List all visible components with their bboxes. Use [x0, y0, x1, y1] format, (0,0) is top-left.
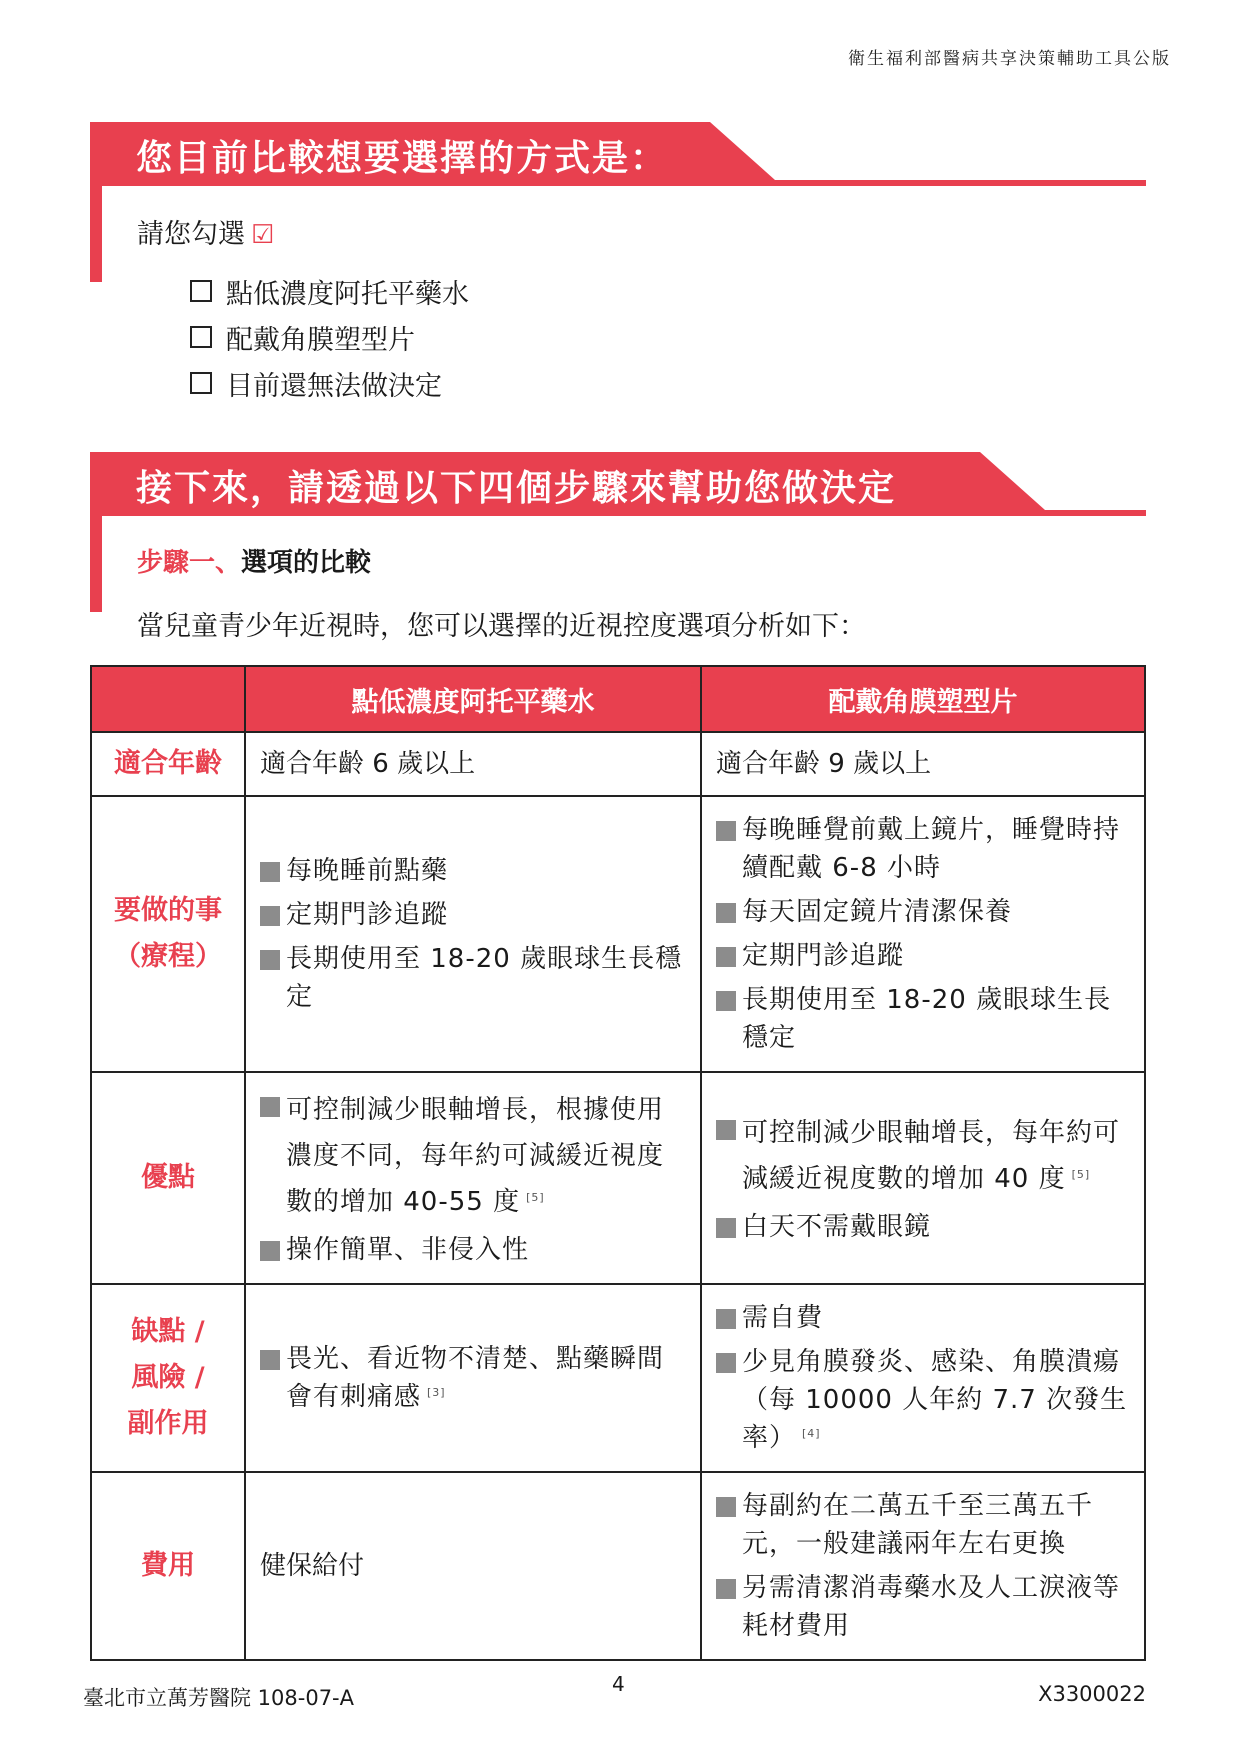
list-item	[716, 1343, 1134, 1457]
bullet-square-icon	[716, 1218, 736, 1238]
row-label-line: 風險 /	[131, 1362, 205, 1393]
list-item: 長期使用至 18-20 歲眼球生長穩定	[260, 940, 690, 1016]
comparison-table	[90, 665, 1146, 1661]
row-label-cons	[91, 1284, 245, 1472]
bullet-square-icon	[716, 1120, 736, 1140]
step-title	[137, 542, 371, 579]
option-atropine[interactable]	[190, 268, 469, 314]
header-note: 衛生福利部醫病共享決策輔助工具公版	[848, 49, 1171, 69]
check-prompt-text: 請您勾選	[137, 219, 245, 250]
section1-title: 您目前比較想要選擇的方式是：	[136, 138, 669, 179]
option-undecided[interactable]	[190, 360, 469, 406]
bullet-square-icon	[716, 1309, 736, 1329]
list-item: 定期門診追蹤	[716, 937, 1134, 975]
bullet-square-icon	[716, 903, 736, 923]
row-pros	[91, 1072, 1145, 1284]
cell-cost-ortho-k	[701, 1472, 1145, 1660]
bullet-square-icon	[716, 991, 736, 1011]
list-item: 長期使用至 18-20 歲眼球生長穩定	[716, 981, 1134, 1057]
checkbox-icon[interactable]	[190, 372, 212, 394]
check-prompt	[137, 212, 274, 251]
list-item: 每晚睡覺前戴上鏡片，睡覺時持續配戴 6-8 小時	[716, 811, 1134, 887]
reference-mark: [5]	[1071, 1168, 1091, 1181]
cell-pros-ortho-k	[701, 1072, 1145, 1284]
bullet-square-icon	[716, 947, 736, 967]
cell-cost-atropine: 健保給付	[245, 1472, 701, 1660]
cell-todo-atropine	[245, 796, 701, 1072]
checkmark-icon: ☑	[251, 220, 275, 250]
cell-pros-atropine	[245, 1072, 701, 1284]
header-col-atropine: 點低濃度阿托平藥水	[245, 666, 701, 732]
cell-cons-atropine	[245, 1284, 701, 1472]
bullet-square-icon	[716, 821, 736, 841]
reference-mark: [5]	[526, 1191, 545, 1204]
row-label-line: 缺點 /	[131, 1316, 205, 1347]
row-label-cost: 費用	[91, 1472, 245, 1660]
cell-cons-ortho-k	[701, 1284, 1145, 1472]
cons-text: 畏光、看近物不清楚、點藥瞬間會有刺痛感	[286, 1344, 665, 1412]
row-label-line: 副作用	[127, 1408, 209, 1439]
bullet-square-icon	[260, 906, 280, 926]
header-corner	[91, 666, 245, 732]
list-item: 另需清潔消毒藥水及人工淚液等耗材費用	[716, 1569, 1134, 1645]
row-label-line: 要做的事	[114, 895, 222, 926]
table-header-row	[91, 666, 1145, 732]
step-label: 步驟一、	[137, 548, 242, 578]
option-label: 目前還無法做決定	[226, 370, 442, 402]
bullet-square-icon	[716, 1579, 736, 1599]
choice-options	[190, 268, 469, 406]
list-item: 操作簡單、非侵入性	[260, 1231, 690, 1269]
list-item: 每天固定鏡片清潔保養	[716, 893, 1134, 931]
row-label-age: 適合年齡	[91, 732, 245, 796]
bullet-square-icon	[260, 950, 280, 970]
section1-banner	[90, 122, 1146, 212]
cons-text: 少見角膜發炎、感染、角膜潰瘍（每 10000 人年約 7.7 次發生率）	[742, 1347, 1128, 1453]
pros-text: 可控制減少眼軸增長，根據使用濃度不同，每年約可減緩近視度數的增加 40-55 度	[286, 1095, 665, 1217]
reference-mark: [4]	[802, 1427, 821, 1440]
bullet-square-icon	[260, 1350, 280, 1370]
intro-text: 當兒童青少年近視時，您可以選擇的近視控度選項分析如下：	[137, 611, 866, 642]
list-item	[260, 1340, 690, 1416]
row-cons	[91, 1284, 1145, 1472]
bullet-square-icon	[260, 862, 280, 882]
row-label-todo	[91, 796, 245, 1072]
footer-hospital: 臺北市立萬芳醫院 108-07-A	[83, 1686, 354, 1710]
row-age	[91, 732, 1145, 796]
list-item	[716, 1110, 1134, 1202]
checkbox-icon[interactable]	[190, 326, 212, 348]
reference-mark: [3]	[427, 1386, 446, 1399]
cell-age-atropine: 適合年齡 6 歲以上	[245, 732, 701, 796]
page-number: 4	[612, 1672, 625, 1696]
bullet-square-icon	[716, 1497, 736, 1517]
cell-age-ortho-k: 適合年齡 9 歲以上	[701, 732, 1145, 796]
checkbox-icon[interactable]	[190, 280, 212, 302]
section2-title: 接下來，請透過以下四個步驟來幫助您做決定	[136, 468, 897, 509]
option-label: 配戴角膜塑型片	[226, 324, 415, 356]
list-item: 每晚睡前點藥	[260, 852, 690, 890]
step-name: 選項的比較	[241, 548, 372, 578]
bullet-square-icon	[260, 1241, 280, 1261]
row-cost	[91, 1472, 1145, 1660]
list-item: 定期門診追蹤	[260, 896, 690, 934]
section2-banner	[90, 452, 1146, 542]
bullet-square-icon	[260, 1097, 280, 1117]
pros-text: 可控制減少眼軸增長，每年約可減緩近視度數的增加 40 度	[742, 1118, 1121, 1194]
row-label-line: （療程）	[114, 941, 222, 972]
row-todo	[91, 796, 1145, 1072]
list-item: 每副約在二萬五千至三萬五千元，一般建議兩年左右更換	[716, 1487, 1134, 1563]
bullet-square-icon	[716, 1353, 736, 1373]
header-col-ortho-k: 配戴角膜塑型片	[701, 666, 1145, 732]
option-label: 點低濃度阿托平藥水	[226, 278, 469, 310]
option-ortho-k[interactable]	[190, 314, 469, 360]
list-item: 白天不需戴眼鏡	[716, 1208, 1134, 1246]
list-item: 需自費	[716, 1299, 1134, 1337]
list-item	[260, 1087, 690, 1225]
row-label-pros: 優點	[91, 1072, 245, 1284]
footer-doc-id: X3300022	[1038, 1682, 1146, 1706]
cell-todo-ortho-k	[701, 796, 1145, 1072]
